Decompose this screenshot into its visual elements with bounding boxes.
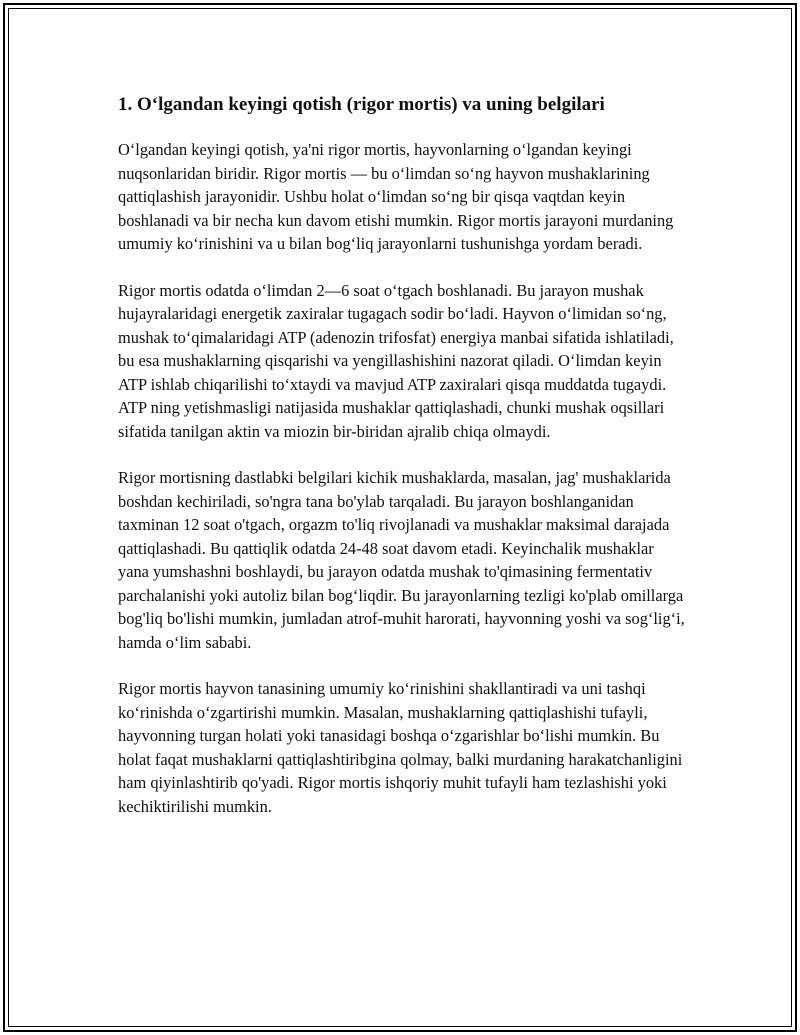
paragraph-4: Rigor mortis hayvon tanasining umumiy ko‘rinishini shakllantiradi va uni tashqi ko‘rinishda o‘zgartirishi mumkin. Masalan, mushaklarning qattiqlashishi tufayli, hayvonning turgan holati yoki tanasidagi boshqa o‘zgarishlar bo‘lishi mumkin. Bu holat faqat mushaklarni qattiqlashtiribgina qolmay, balki murdaning harakatchanligini ham qiyinlashtirib qo'yadi. Rigor mortis ishqoriy muhit tufayli ham tezlashishi yoki kechiktirilishi mumkin.	[118, 679, 683, 816]
paragraph-1: O‘lgandan keyingi qotish, ya'ni rigor mortis, hayvonlarning o‘lgandan keyingi nuqsonlaridan biridir. Rigor mortis — bu o‘limdan so‘ng hayvon mushaklarining qattiqlashish jarayonidir. Ushbu holat o‘limdan so‘ng bir qisqa vaqtdan keyin boshlanadi va bir necha kun davom etishi mumkin. Rigor mortis jarayoni murdaning umumiy ko‘rinishini va u bilan bog‘liq jarayonlarni tushunishga yordam beradi.	[118, 140, 674, 253]
section-heading: 1. O‘lgandan keyingi qotish (rigor mortis) va uning belgilari	[118, 94, 605, 115]
document-body	[118, 92, 688, 841]
paragraph-3: Rigor mortisning dastlabki belgilari kichik mushaklarda, masalan, jag' mushaklarida boshdan kechiriladi, so'ngra tana bo'ylab tarqaladi. Bu jarayon boshlanganidan taxminan 12 soat o'tgach, orgazm to'liq rivojlanadi va mushaklar maksimal darajada qattiqlashadi. Bu qattiqlik odatda 24-48 soat davom etadi. Keyinchalik mushaklar yana yumshashni boshlaydi, bu jarayon odatda mushak to'qimasining fermentativ parchalanishi yoki autoliz bilan bog‘liqdir. Bu jarayonlarning tezligi ko'plab omillarga bog'liq bo'lishi mumkin, jumladan atrof-muhit harorati, hayvonning yoshi va sog‘lig‘i, hamda o‘lim sababi.	[118, 468, 685, 652]
paragraph-2: Rigor mortis odatda o‘limdan 2—6 soat o‘tgach boshlanadi. Bu jarayon mushak hujayralaridagi energetik zaxiralar tugagach sodir bo‘ladi. Hayvon o‘limidan so‘ng, mushak to‘qimalaridagi ATP (adenozin trifosfat) energiya manbai sifatida ishlatiladi, bu esa mushaklarning qisqarishi va yengillashishini nazorat qiladi. O‘limdan keyin ATP ishlab chiqarilishi to‘xtaydi va mavjud ATP zaxiralari qisqa muddatda tugaydi. ATP ning yetishmasligi natijasida mushaklar qattiqlashadi, chunki mushak oqsillari sifatida tanilgan aktin va miozin bir-biridan ajralib chiqa olmaydi.	[118, 280, 674, 441]
